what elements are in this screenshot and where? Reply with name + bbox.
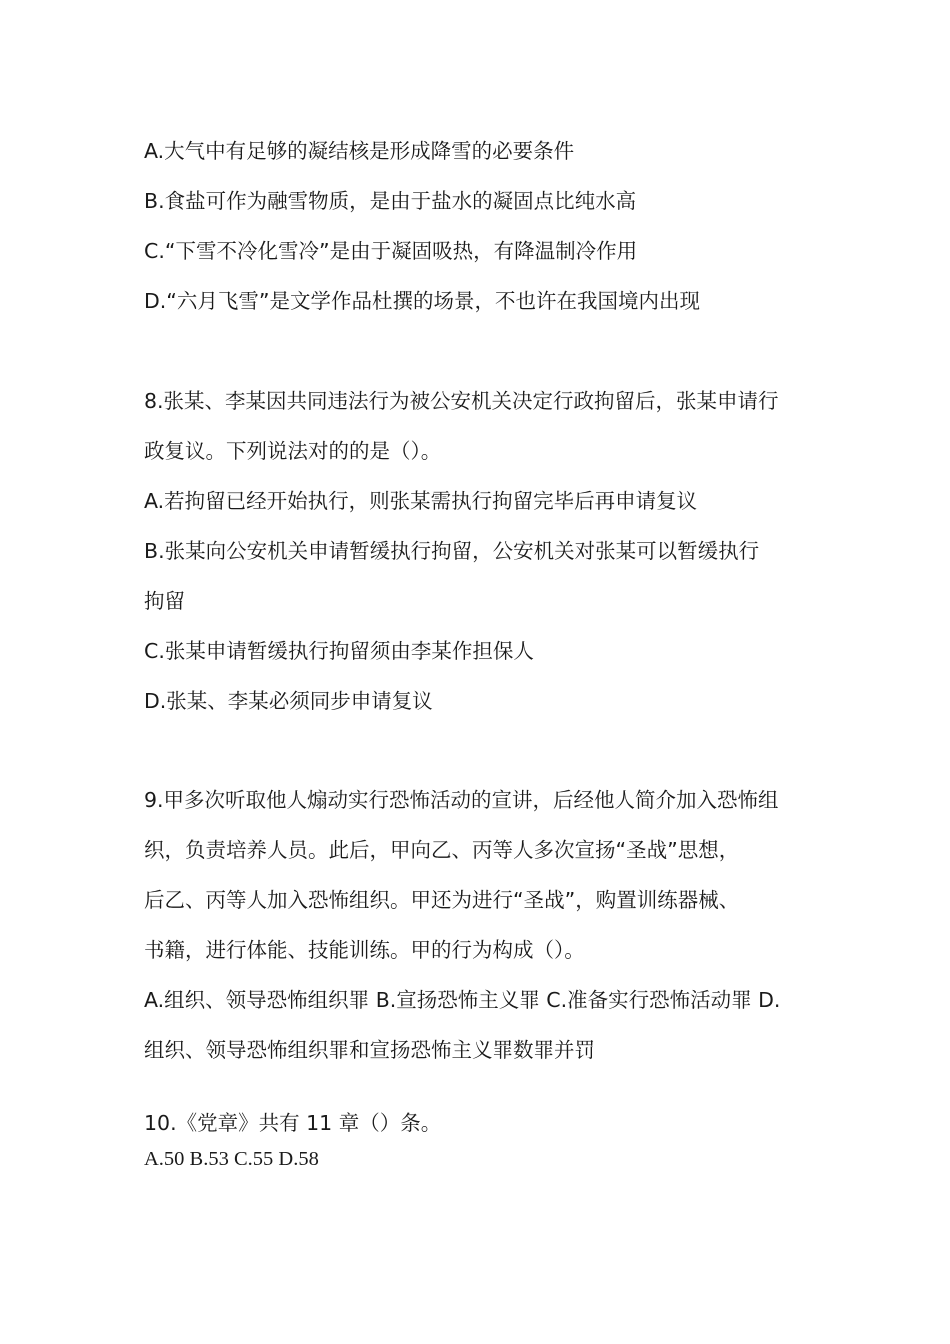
q9-stem-line-3: 后乙、丙等人加入恐怖组织。甲还为进行“圣战”，购置训练器械、 [144,888,740,912]
q7-option-b: B.食盐可作为融雪物质，是由于盐水的凝固点比纯水高 [144,189,637,213]
q10-options: A.50 B.53 C.55 D.58 [144,1148,319,1170]
q8-option-b-line-1: B.张某向公安机关申请暂缓执行拘留，公安机关对张某可以暂缓执行 [144,539,760,563]
q9-stem-line-2: 织，负责培养人员。此后，甲向乙、丙等人多次宣扬“圣战”思想， [144,838,740,862]
q8-option-c: C.张某申请暂缓执行拘留须由李某作担保人 [144,639,534,663]
q7-option-d: D.“六月飞雪”是文学作品杜撰的场景，不也许在我国境内出现 [144,289,701,313]
q8-stem-line-2: 政复议。下列说法对的的是（）。 [144,439,442,463]
q7-option-a: A.大气中有足够的凝结核是形成降雪的必要条件 [144,139,575,163]
q9-options-line-1: A.组织、领导恐怖组织罪 B.宣扬恐怖主义罪 C.准备实行恐怖活动罪 D. [144,988,781,1012]
q8-option-b-line-2: 拘留 [144,589,185,613]
q8-stem-line-1: 8.张某、李某因共同违法行为被公安机关决定行政拘留后，张某申请行 [144,389,779,413]
q9-stem-line-4: 书籍，进行体能、技能训练。甲的行为构成（）。 [144,938,585,962]
q10-stem: 10.《党章》共有 11 章（）条。 [144,1111,442,1135]
q8-option-d: D.张某、李某必须同步申请复议 [144,689,433,713]
q7-option-c: C.“下雪不冷化雪冷”是由于凝固吸热，有降温制冷作用 [144,239,638,263]
q9-stem-line-1: 9.甲多次听取他人煽动实行恐怖活动的宣讲，后经他人简介加入恐怖组 [144,788,779,812]
q8-option-a: A.若拘留已经开始执行，则张某需执行拘留完毕后再申请复议 [144,489,698,513]
q9-options-line-2: 组织、领导恐怖组织罪和宣扬恐怖主义罪数罪并罚 [144,1038,595,1062]
